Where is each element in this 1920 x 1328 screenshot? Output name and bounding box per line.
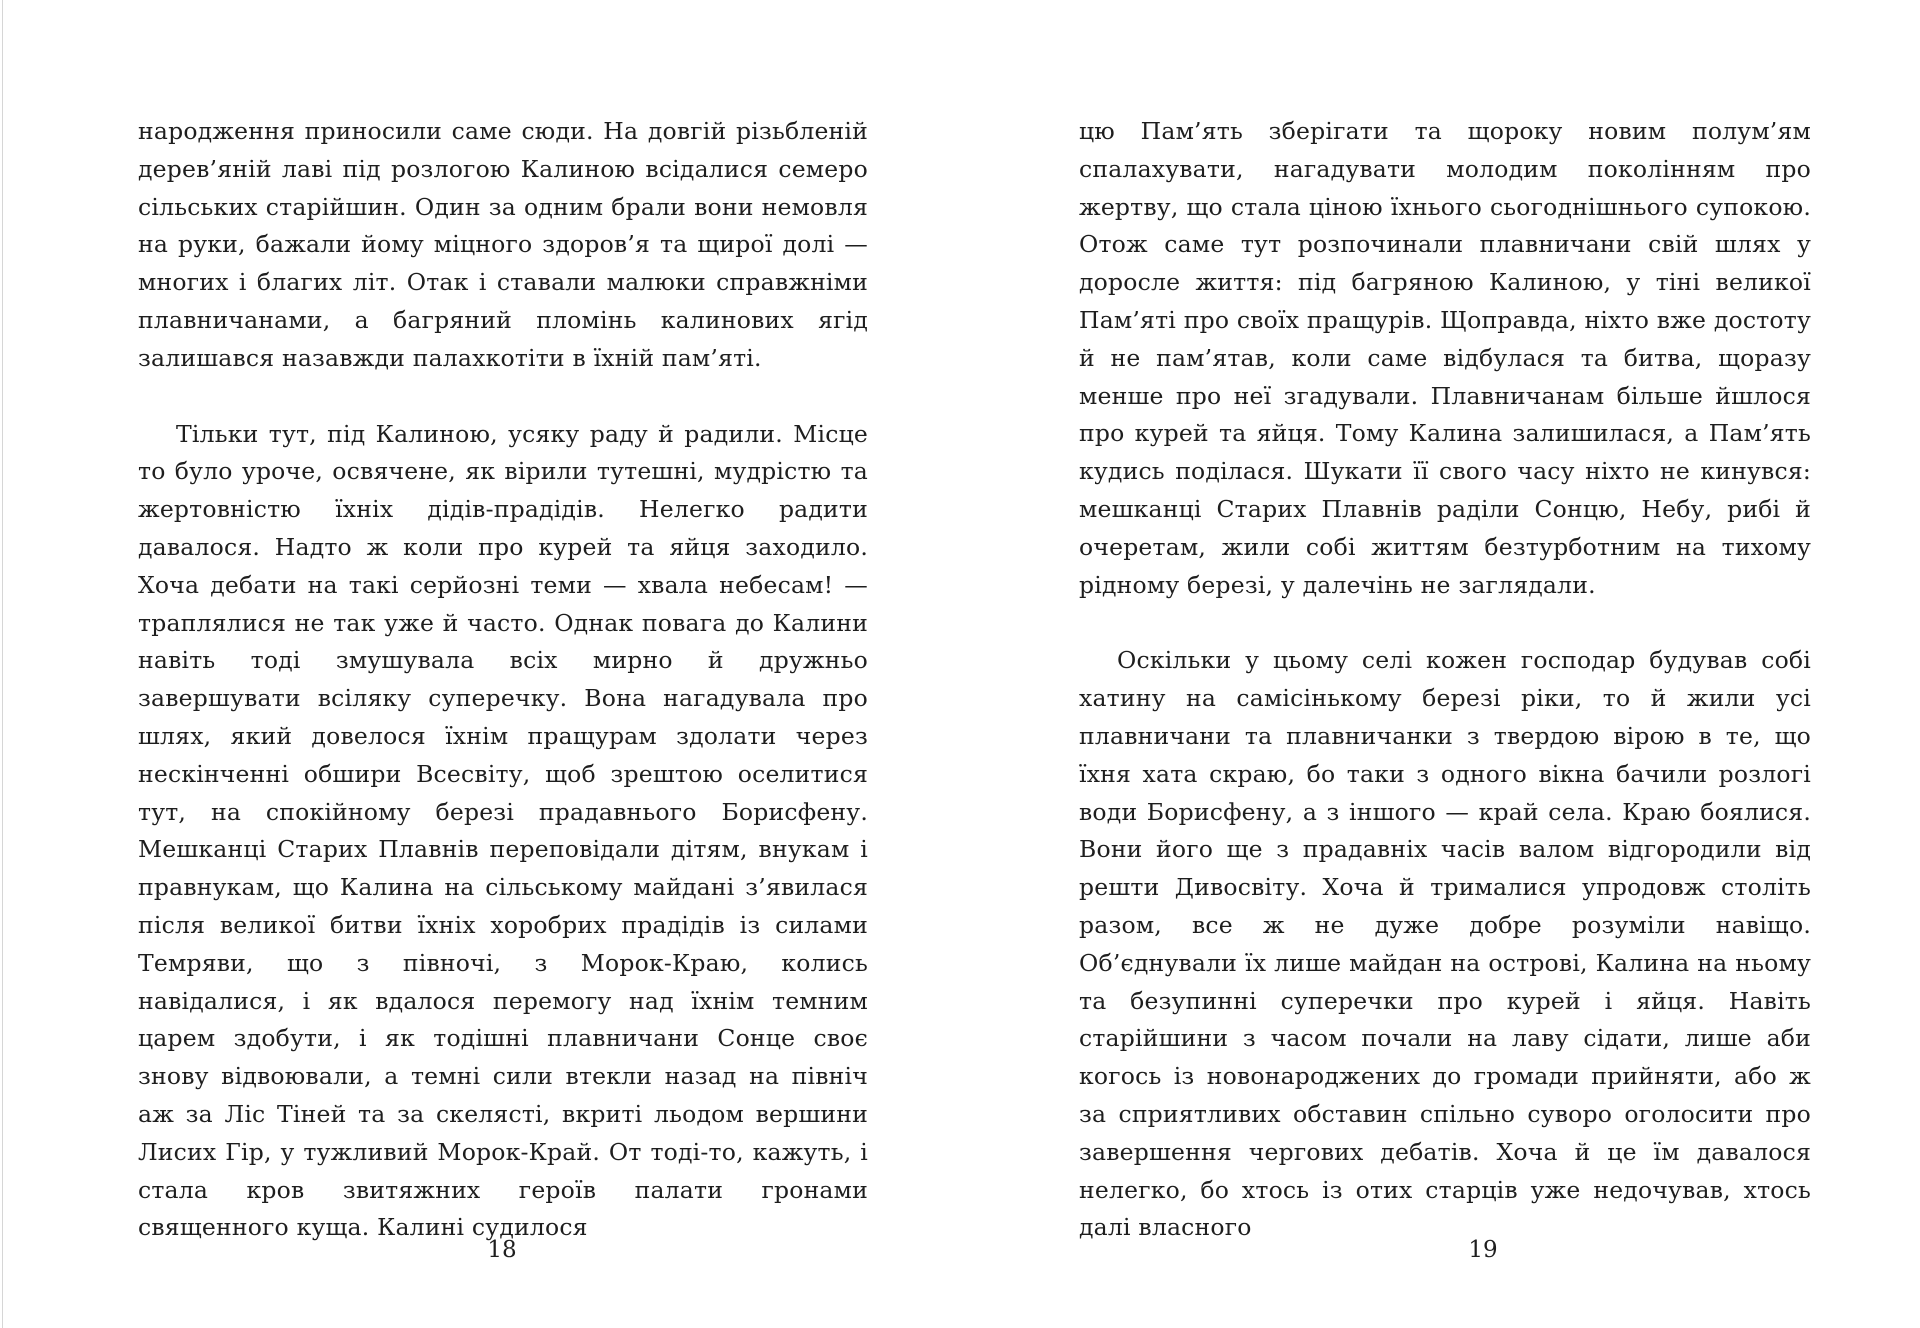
right-page-text [1079,113,1811,1247]
page-number-right: 19 [1468,1237,1498,1263]
right-page [960,0,1920,1328]
page-number-left: 18 [487,1237,517,1263]
left-paragraph-2: Тільки тут, під Калиною, усяку раду й радили. Місце то було уроче, освячене, як вірили тутешні, мудрістю та жертовністю їхніх дідів-прадідів. Нелегко радити давалося. Надто ж коли про курей та яйця заходило. Хоча дебати на такі серйозні теми — хвала небесам! — траплялися не так уже й часто. Однак повага до Калини навіть тоді змушувала всіх мирно й дружньо завершувати всіляку суперечку. Вона нагадувала про шлях, який довелося їхнім пращурам здолати через нескінченні обшири Всесвіту, щоб зрештою оселитися тут, на спокійному березі прадавнього Борисфену. Мешканці Старих Плавнів переповідали дітям, внукам і правнукам, що Калина на сільському майдані з’явилася після великої битви їхніх хоробрих прадідів із силами Темряви, що з півночі, з Морок-Краю, колись навідалися, і як вдалося перемогу над їхнім темним царем здобути, і як тодішні плавничани Сонце своє знову відвоювали, а темні сили втекли назад на північ аж за Ліс Тіней та за скелясті, вкриті льодом вершини Лисих Гір, у тужливий Морок-Край. От тоді-то, кажуть, і стала кров звитяжних героїв палати гронами священного куща. Калині судилося [138,419,868,1242]
right-paragraph-2: Оскільки у цьому селі кожен господар будував собі хатину на самісінькому березі ріки, то й жили усі плавничани та плавничанки з твердою вірою в те, що їхня хата скраю, бо таки з одного вікна бачили розлогі води Борисфену, а з іншого — край села. Краю боялися. Вони його ще з прадавніх часів валом відгородили від решти Дивосвіту. Хоча й трималися упродовж століть разом, все ж не дуже добре розуміли навіщо. Об’єднували їх лише майдан на острові, Калина на ньому та безупинні суперечки про курей і яйця. Навіть старійшини з часом почали на лаву сідати, лише аби когось із новонароджених до громади прийняти, або ж за сприятливих обставин спільно суворо оголосити про завершення чергових дебатів. Хоча й це їм давалося нелегко, бо хтось із отих старців уже недочував, хтось далі власного [1079,646,1811,1242]
right-paragraph-1: цю Пам’ять зберігати та щороку новим полум’ям спалахувати, нагадувати молодим поколінням про жертву, що стала ціною їхнього сьогоднішнього супокою. Отож саме тут розпочинали плавничани свій шлях у доросле життя: під багряною Калиною, у тіні великої Пам’яті про своїх пращурів. Щоправда, ніхто вже достоту й не пам’ятав, коли саме відбулася та битва, щоразу менше про неї згадували. Плавничанам більше йшлося про курей та яйця. Тому Калина залишилася, а Пам’ять кудись поділася. Шукати її свого часу ніхто не кинувся: мешканці Старих Плавнів раділи Сонцю, Небу, рибі й очеретам, жили собі життям безтурботним на тихому рідному березі, у далечінь не заглядали. [1079,117,1811,599]
left-paragraph-1: народження приносили саме сюди. На довгій різьбленій дерев’яній лаві під розлогою Калиною всідалися семеро сільських старійшин. Один за одним брали вони немовля на руки, бажали йому міцного здоров’я та щирої долі — многих і благих літ. Отак і ставали малюки справжніми плавничанами, а багряний пломінь калинових ягід залишався назавжди палахкотіти в їхній пам’яті. [138,117,868,372]
left-page-text [138,113,868,1247]
